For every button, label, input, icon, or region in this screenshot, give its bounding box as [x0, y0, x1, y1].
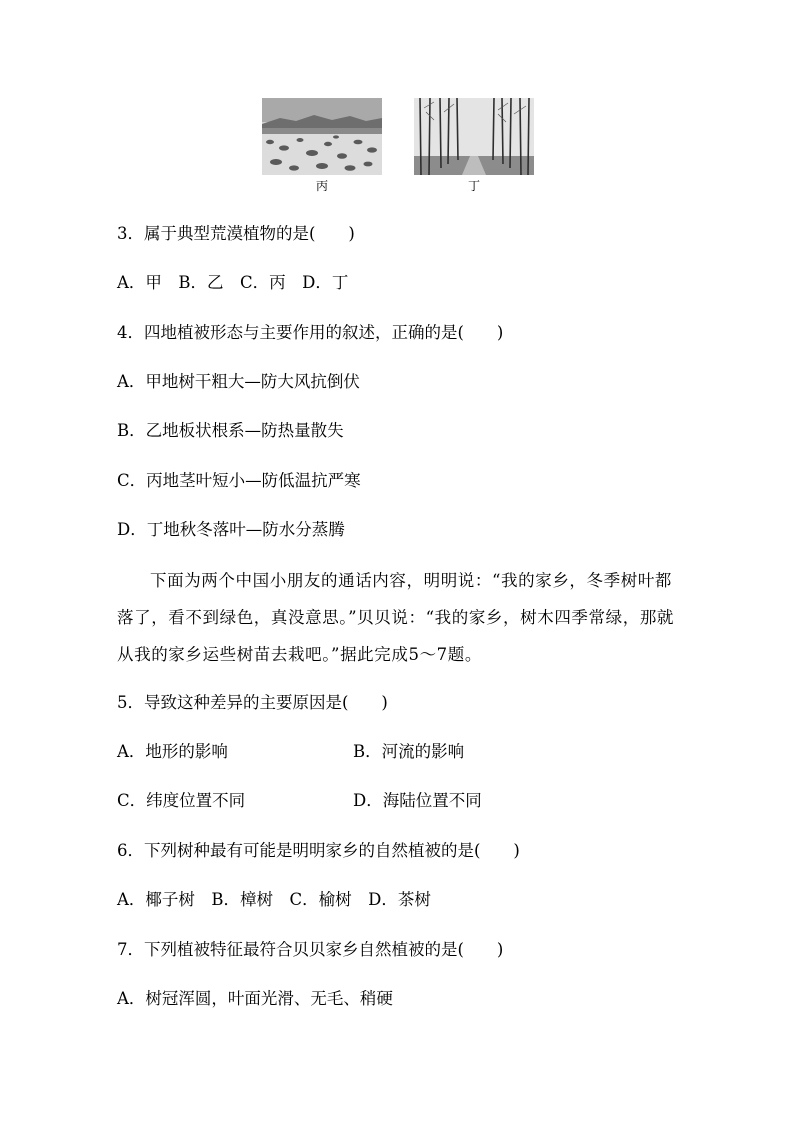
q4-stem: 4．四地植被形态与主要作用的叙述，正确的是( )	[117, 323, 504, 342]
q5-option-a: A．地形的影响	[117, 742, 228, 761]
q6-options: A．椰子树 B．樟树 C．榆树 D．茶树	[117, 890, 431, 909]
q5-option-c: C．纬度位置不同	[117, 791, 246, 810]
q7-stem: 7．下列植被特征最符合贝贝家乡自然植被的是( )	[117, 940, 504, 959]
figure-ding	[414, 98, 534, 193]
reading-passage: 下面为两个中国小朋友的通话内容，明明说：“我的家乡，冬季树叶都落了，看不到绿色，真没意思。”贝贝说：“我的家乡，树木四季常绿，那就从我的家乡运些树苗去栽吧。”据此完成5～7题。	[117, 571, 675, 664]
figure-bing	[262, 98, 382, 193]
figure-row	[262, 98, 534, 198]
q5-option-b: B．河流的影响	[353, 742, 465, 761]
deciduous-forest-photo	[414, 98, 534, 175]
q4-option-c: C．丙地茎叶短小—防低温抗严寒	[117, 471, 361, 490]
q7-option-a: A．树冠浑圆，叶面光滑、无毛、稍硬	[117, 989, 393, 1008]
desert-shrub-photo	[262, 98, 382, 175]
q4-option-a: A．甲地树干粗大—防大风抗倒伏	[117, 372, 360, 391]
q5-option-d: D．海陆位置不同	[353, 791, 482, 810]
q5-stem: 5．导致这种差异的主要原因是( )	[117, 693, 388, 712]
q4-option-d: D．丁地秋冬落叶—防水分蒸腾	[117, 520, 345, 539]
q3-options: A．甲 B．乙 C．丙 D．丁	[117, 273, 349, 292]
q6-stem: 6．下列树种最有可能是明明家乡的自然植被的是( )	[117, 841, 520, 860]
figure-caption-bing: 丙	[315, 179, 328, 193]
q4-option-b: B．乙地板状根系—防热量散失	[117, 421, 344, 440]
q3-stem: 3．属于典型荒漠植物的是( )	[117, 224, 355, 243]
figure-caption-ding: 丁	[467, 179, 480, 193]
